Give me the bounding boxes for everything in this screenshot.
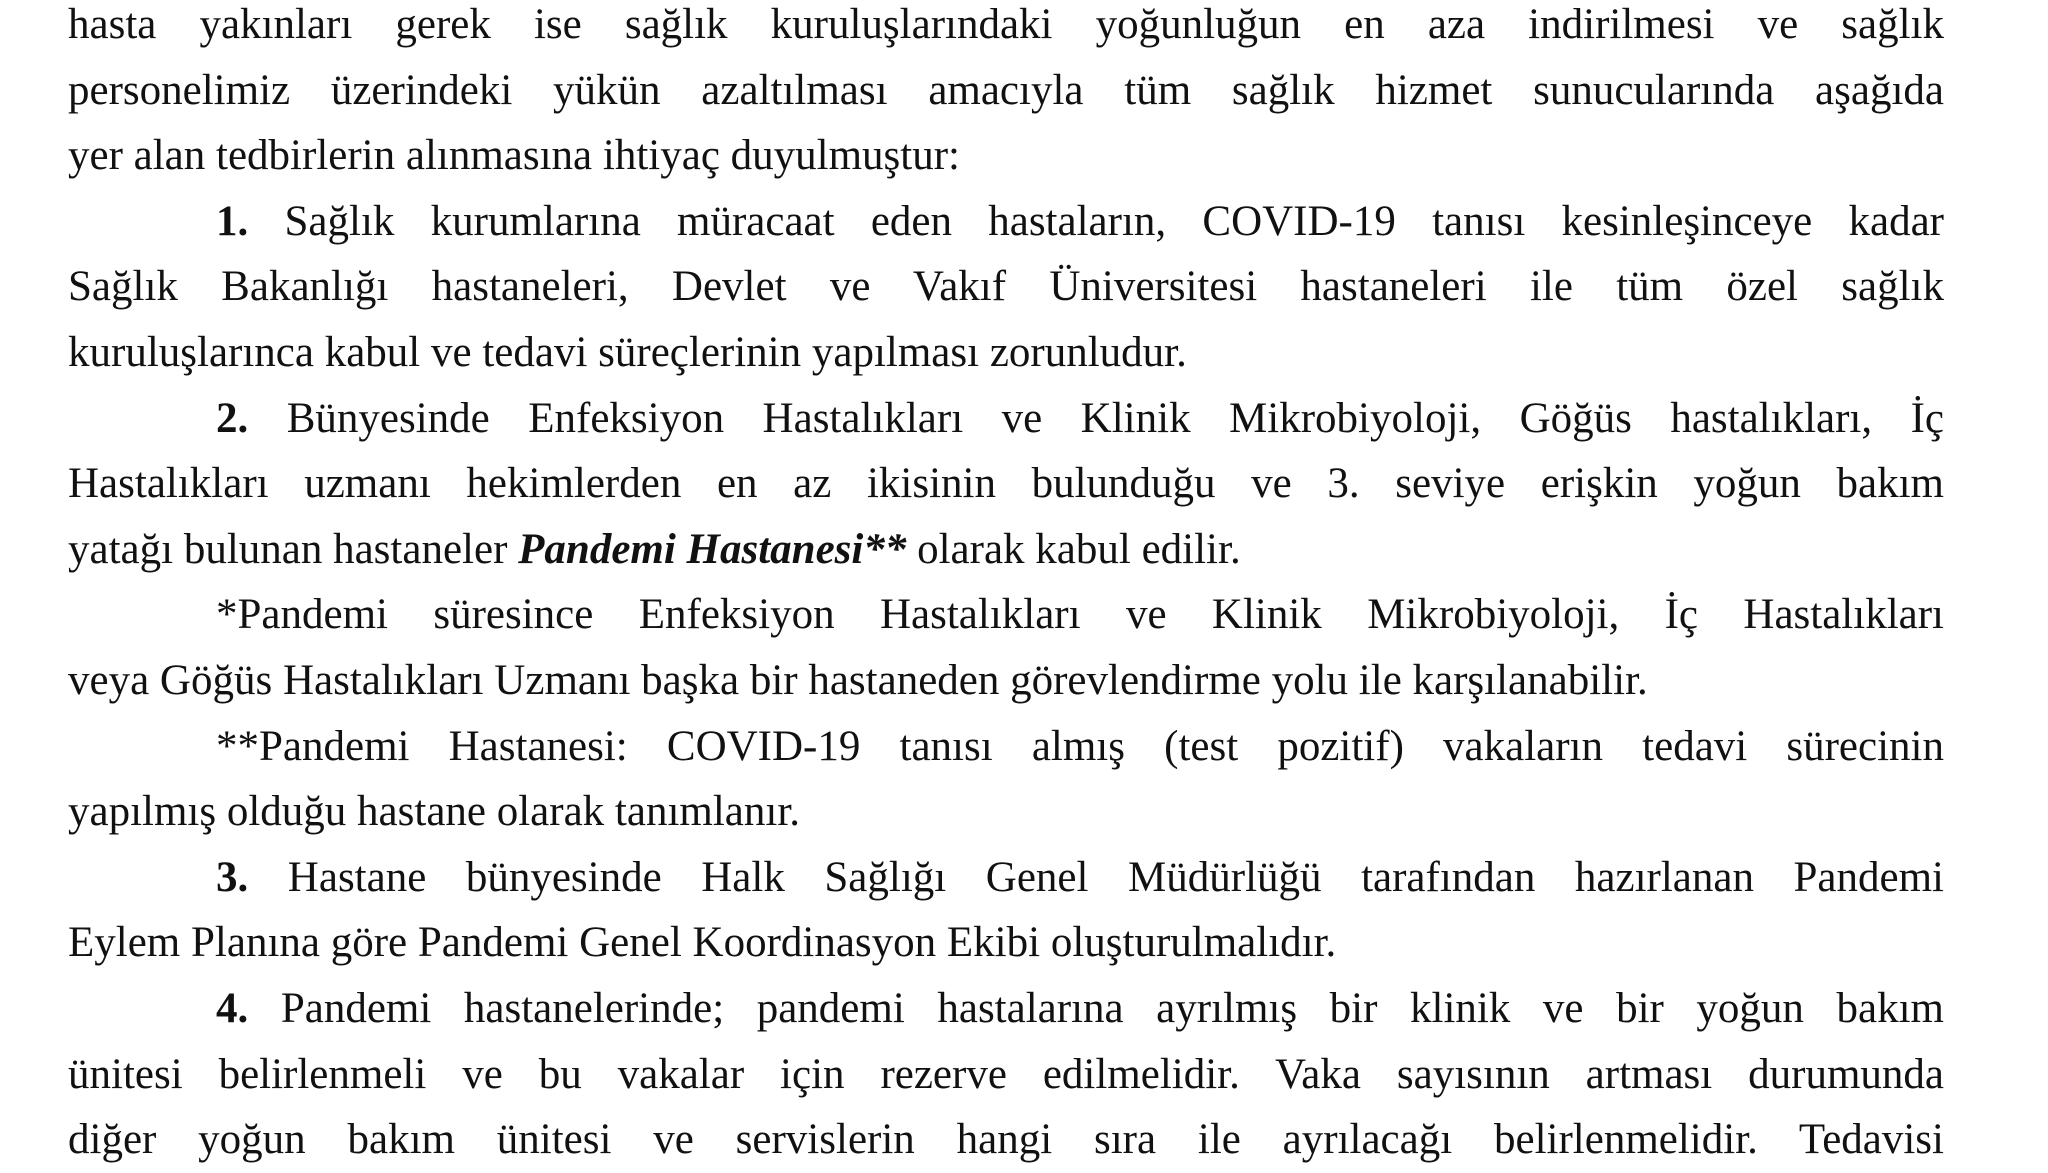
emphasis-term: Pandemi Hastanesi** xyxy=(518,525,907,573)
text-line xyxy=(68,517,1944,583)
text-line: Hastalıkları uzmanı hekimlerden en az ikisinin bulunduğu ve 3. seviye erişkin yoğun bakım xyxy=(68,460,1944,508)
item-number: 1. xyxy=(216,197,249,245)
text-line: Eylem Planına göre Pandemi Genel Koordinasyon Ekibi oluşturulmalıdır. xyxy=(68,919,1337,967)
list-item-1 xyxy=(68,189,1944,386)
item-text: Pandemi hastanelerinde; pandemi hastalarına ayrılmış bir klinik ve bir yoğun bakım xyxy=(248,984,1944,1032)
text-line xyxy=(68,386,1944,452)
text-line: veya Göğüs Hastalıkları Uzmanı başka bir hastaneden görevlendirme yolu ile karşılanabilir. xyxy=(68,656,1648,704)
footnote-1 xyxy=(68,582,1944,713)
document-page xyxy=(68,0,1944,1173)
text-line: kuruluşlarınca kabul ve tedavi süreçlerinin yapılması zorunludur. xyxy=(68,328,1187,376)
item-number: 2. xyxy=(216,394,249,442)
item-text: Bünyesinde Enfeksiyon Hastalıkları ve Klinik Mikrobiyoloji, Göğüs hastalıkları, İç xyxy=(248,394,1944,442)
text-line xyxy=(68,976,1944,1042)
text-line: diğer yoğun bakım ünitesi ve servislerin hangi sıra ile ayrılacağı belirlenmelidir. Tedavisi xyxy=(68,1116,1944,1164)
item-text: Sağlık kurumlarına müracaat eden hastaların, COVID-19 tanısı kesinleşinceye kadar xyxy=(248,197,1944,245)
text-line: yer alan tedbirlerin alınmasına ihtiyaç duyulmuştur: xyxy=(68,132,960,180)
text-line: personelimiz üzerindeki yükün azaltılması amacıyla tüm sağlık hizmet sunucularında aşağıda xyxy=(68,66,1944,114)
item-number: 3. xyxy=(216,853,249,901)
list-item-2 xyxy=(68,386,1944,583)
footnote-2 xyxy=(68,714,1944,845)
text-line xyxy=(68,845,1944,911)
item-text: Hastane bünyesinde Halk Sağlığı Genel Müdürlüğü tarafından hazırlanan Pandemi xyxy=(248,853,1944,901)
item-text: olarak kabul edilir. xyxy=(906,525,1241,573)
text-line: yapılmış olduğu hastane olarak tanımlanır. xyxy=(68,788,801,836)
text-line xyxy=(68,189,1944,255)
text-line: ünitesi belirlenmeli ve bu vakalar için rezerve edilmelidir. Vaka sayısının artması durumunda xyxy=(68,1050,1944,1098)
text-line: *Pandemi süresince Enfeksiyon Hastalıkları ve Klinik Mikrobiyoloji, İç Hastalıkları xyxy=(216,591,1944,639)
intro-paragraph xyxy=(68,0,1944,189)
item-text: yatağı bulunan hastaneler xyxy=(68,525,519,573)
text-line: hasta yakınları gerek ise sağlık kuruluşlarındaki yoğunluğun en aza indirilmesi ve sağlık xyxy=(68,1,1944,48)
item-number: 4. xyxy=(216,984,249,1032)
list-item-4 xyxy=(68,976,1944,1173)
text-line: **Pandemi Hastanesi: COVID-19 tanısı almış (test pozitif) vakaların tedavi sürecinin xyxy=(216,722,1944,770)
list-item-3 xyxy=(68,845,1944,976)
text-line: Sağlık Bakanlığı hastaneleri, Devlet ve Vakıf Üniversitesi hastaneleri ile tüm özel sağlık xyxy=(68,263,1944,311)
